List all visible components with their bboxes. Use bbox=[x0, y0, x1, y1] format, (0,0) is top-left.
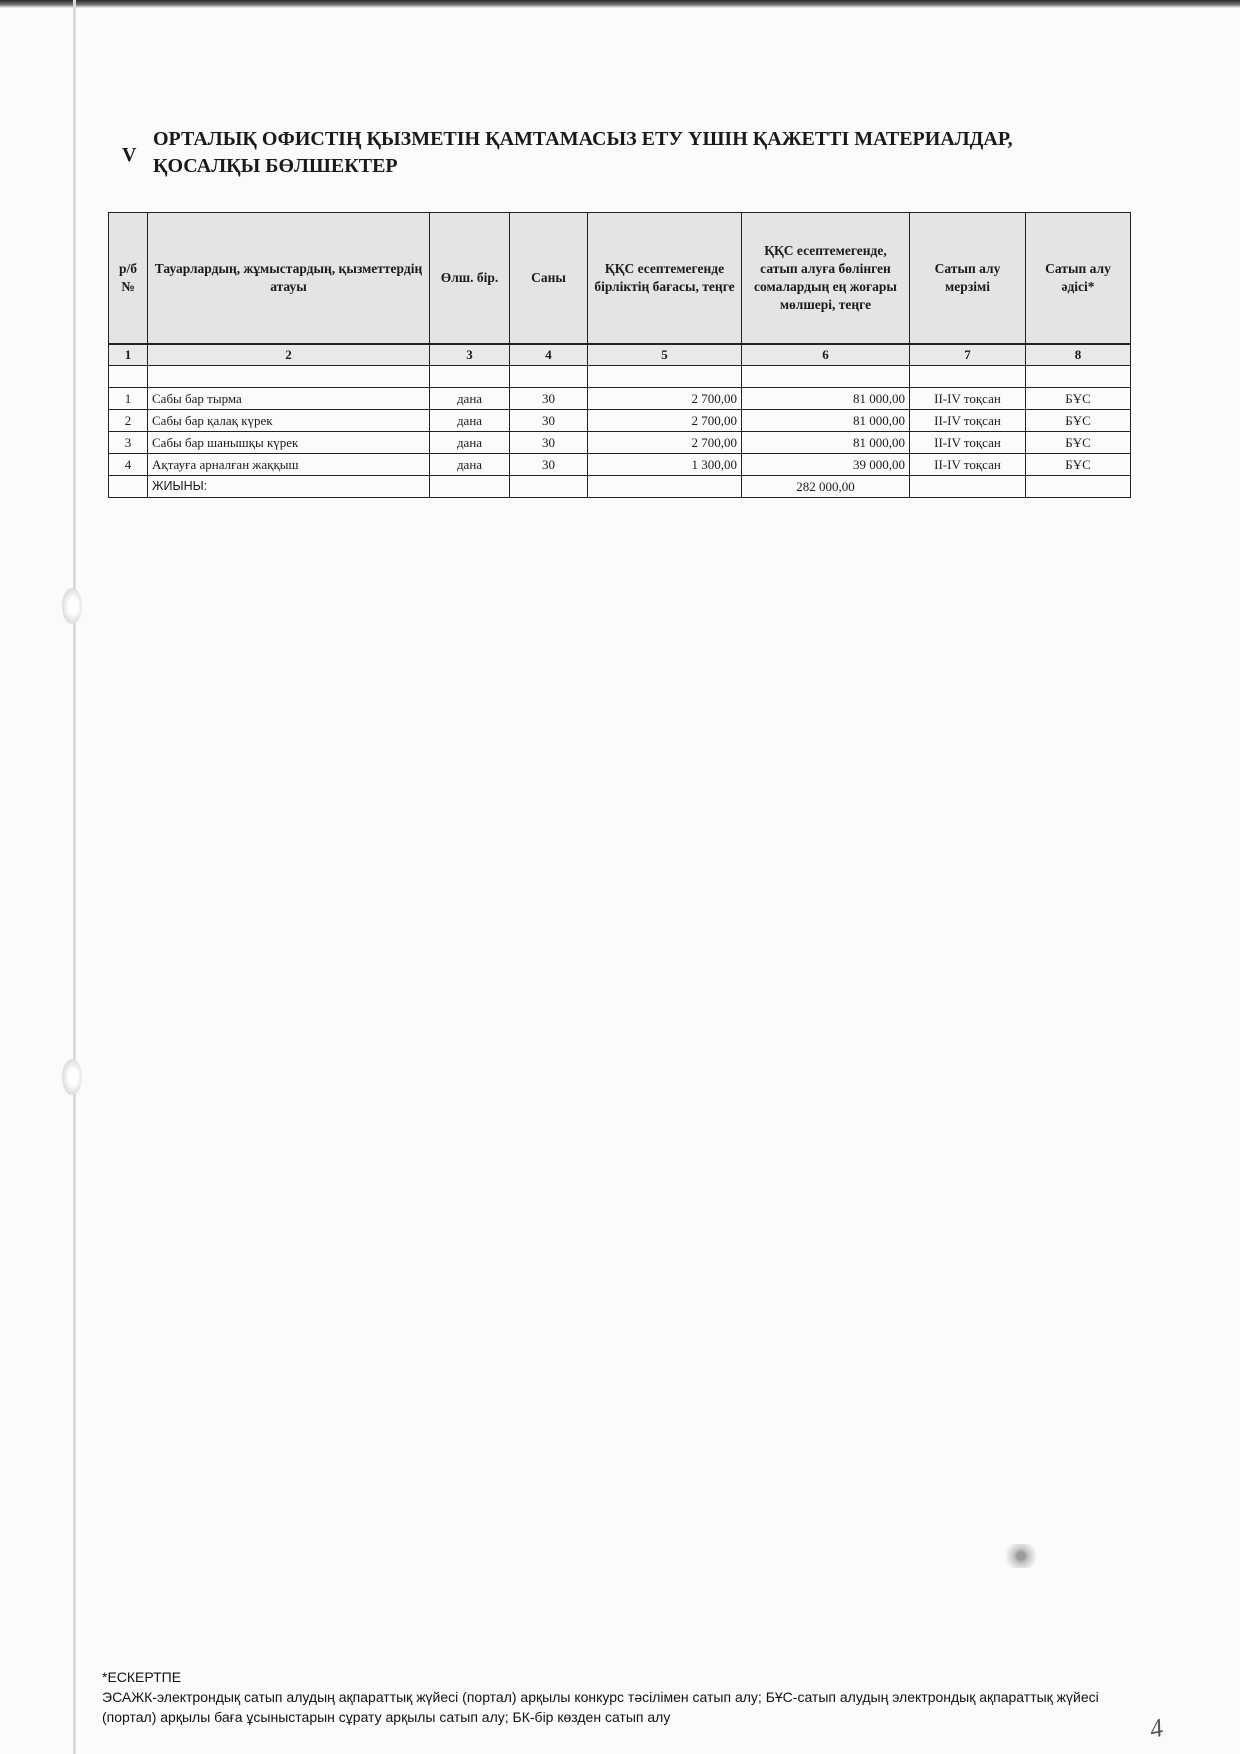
footnote-heading: *ЕСКЕРТПЕ bbox=[102, 1669, 182, 1685]
ink-speck bbox=[1003, 1544, 1043, 1568]
column-index: 1 bbox=[109, 344, 148, 366]
header-cell: ҚҚС есептемегенде бірліктің бағасы, теңге bbox=[588, 213, 742, 345]
column-index: 8 bbox=[1026, 344, 1131, 366]
table-row bbox=[109, 454, 1131, 476]
column-index: 5 bbox=[588, 344, 742, 366]
purchase-period: II-IV тоқсан bbox=[910, 432, 1026, 454]
purchase-period: II-IV тоқсан bbox=[910, 388, 1026, 410]
section-title-line-1: ОРТАЛЫҚ ОФИСТІҢ ҚЫЗМЕТІН ҚАМТАМАСЫЗ ЕТУ ҮШІН ҚАЖЕТТІ МАТЕРИАЛДАР, bbox=[153, 128, 1013, 150]
quantity: 30 bbox=[510, 454, 588, 476]
total-label: ЖИЫНЫ: bbox=[148, 476, 430, 498]
purchase-method: БҰС bbox=[1026, 388, 1131, 410]
column-index: 7 bbox=[910, 344, 1026, 366]
item-name: Сабы бар қалақ күрек bbox=[148, 410, 430, 432]
total-amount: 282 000,00 bbox=[742, 476, 910, 498]
unit: дана bbox=[430, 410, 510, 432]
scan-top-edge bbox=[0, 0, 1240, 8]
amount: 39 000,00 bbox=[742, 454, 910, 476]
footnote bbox=[102, 1667, 1132, 1727]
amount: 81 000,00 bbox=[742, 432, 910, 454]
footnote-text: ЭСАЖК-электрондық сатып алудың ақпараттық жүйесі (портал) арқылы конкурс тәсілімен сатып алу; БҰС-сатып алудың электрондық ақпараттық жүйесі (портал) арқылы баға ұсыныстарын сұрату арқылы сатып алу; БК-бір көзден сатып алу bbox=[102, 1689, 1099, 1725]
punch-hole-top bbox=[62, 588, 82, 624]
header-cell: Тауарлардың, жұмыстардың, қызметтердің атауы bbox=[148, 213, 430, 345]
header-cell: Сатып алу мерзімі bbox=[910, 213, 1026, 345]
column-index: 3 bbox=[430, 344, 510, 366]
quantity: 30 bbox=[510, 388, 588, 410]
table-row bbox=[109, 410, 1131, 432]
item-name: Ақтауға арналған жаққыш bbox=[148, 454, 430, 476]
table-header-row bbox=[109, 213, 1131, 345]
item-name: Сабы бар тырма bbox=[148, 388, 430, 410]
unit-price: 2 700,00 bbox=[588, 432, 742, 454]
column-index: 2 bbox=[148, 344, 430, 366]
row-number: 4 bbox=[109, 454, 148, 476]
table-row bbox=[109, 388, 1131, 410]
blank-row bbox=[109, 366, 1131, 388]
unit: дана bbox=[430, 432, 510, 454]
page-number: 4 bbox=[1147, 1712, 1166, 1745]
header-cell: Саны bbox=[510, 213, 588, 345]
column-index: 6 bbox=[742, 344, 910, 366]
header-cell: Өлш. бір. bbox=[430, 213, 510, 345]
purchase-period: II-IV тоқсан bbox=[910, 454, 1026, 476]
section-number: V bbox=[122, 144, 137, 166]
purchase-method: БҰС bbox=[1026, 410, 1131, 432]
binding-margin-line bbox=[73, 0, 76, 1754]
quantity: 30 bbox=[510, 410, 588, 432]
item-name: Сабы бар шанышқы күрек bbox=[148, 432, 430, 454]
purchase-period: II-IV тоқсан bbox=[910, 410, 1026, 432]
unit-price: 1 300,00 bbox=[588, 454, 742, 476]
procurement-table bbox=[108, 212, 1131, 498]
section-title bbox=[153, 126, 1113, 180]
quantity: 30 bbox=[510, 432, 588, 454]
purchase-method: БҰС bbox=[1026, 454, 1131, 476]
table-row bbox=[109, 432, 1131, 454]
row-number: 1 bbox=[109, 388, 148, 410]
punch-hole-bottom bbox=[62, 1059, 82, 1095]
amount: 81 000,00 bbox=[742, 388, 910, 410]
total-row bbox=[109, 476, 1131, 498]
unit: дана bbox=[430, 454, 510, 476]
unit: дана bbox=[430, 388, 510, 410]
row-number: 3 bbox=[109, 432, 148, 454]
purchase-method: БҰС bbox=[1026, 432, 1131, 454]
header-cell: Сатып алу әдісі* bbox=[1026, 213, 1131, 345]
unit-price: 2 700,00 bbox=[588, 388, 742, 410]
row-number: 2 bbox=[109, 410, 148, 432]
header-cell: р/б № bbox=[109, 213, 148, 345]
amount: 81 000,00 bbox=[742, 410, 910, 432]
column-index: 4 bbox=[510, 344, 588, 366]
section-title-line-2: ҚОСАЛҚЫ БӨЛШЕКТЕР bbox=[153, 155, 398, 177]
unit-price: 2 700,00 bbox=[588, 410, 742, 432]
header-cell: ҚҚС есептемегенде, сатып алуға бөлінген сомалардың ең жоғары мөлшері, теңге bbox=[742, 213, 910, 345]
column-index-row bbox=[109, 344, 1131, 366]
